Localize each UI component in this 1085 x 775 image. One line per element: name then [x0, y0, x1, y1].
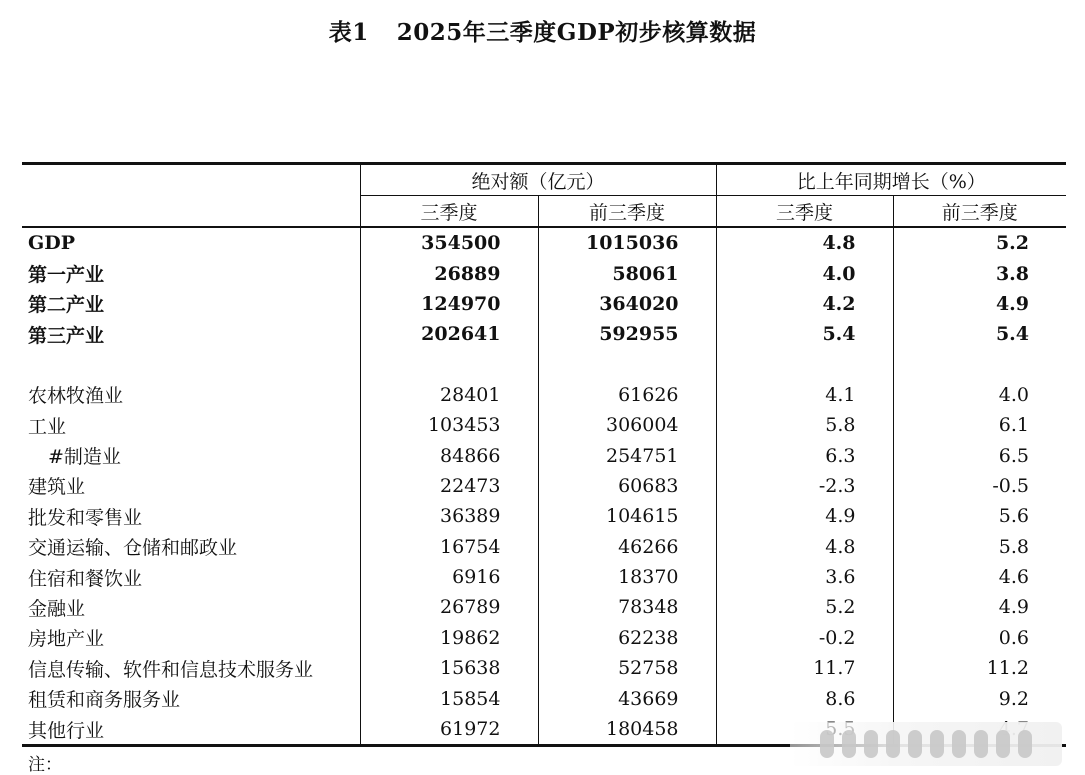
- watermark-bar: [842, 730, 856, 758]
- cell-growth-ytd: 5.4: [995, 323, 1030, 346]
- cell-growth-q3: -2.3: [716, 471, 893, 501]
- row-name: 金融业: [22, 592, 360, 622]
- header-absolute-amount: 绝对额（亿元）: [360, 164, 716, 196]
- cell-growth-q3: 4.2: [716, 289, 893, 319]
- cell-growth-q3: 8.6: [716, 683, 893, 713]
- cell-growth-ytd: 5.6: [998, 505, 1030, 528]
- watermark-overlay: [790, 722, 1062, 766]
- table-number: 表1: [328, 19, 369, 46]
- cell-abs-ytd: 78348: [538, 592, 716, 622]
- row-name: 第一产业: [22, 258, 360, 288]
- cell-abs-q3: 354500: [360, 227, 538, 258]
- cell-abs-ytd: 61626: [538, 380, 716, 410]
- table-row: [22, 319, 1066, 349]
- table-body: [22, 227, 1066, 746]
- cell-abs-ytd: 58061: [538, 258, 716, 288]
- row-name: 第三产业: [22, 319, 360, 349]
- table-row: [22, 532, 1066, 562]
- row-name: 其他行业: [22, 714, 360, 746]
- cell-abs-ytd: 104615: [538, 501, 716, 531]
- cell-abs-q3: 202641: [360, 319, 538, 349]
- cell-abs-q3: 26789: [360, 592, 538, 622]
- cell-abs-q3: 15854: [360, 683, 538, 713]
- cell-abs-q3: 26889: [360, 258, 538, 288]
- row-name: #制造业: [22, 440, 360, 470]
- table-row: [22, 653, 1066, 683]
- cell-growth-q3: 4.0: [716, 258, 893, 288]
- cell-abs-ytd: 62238: [538, 623, 716, 653]
- cell-abs-q3: 15638: [360, 653, 538, 683]
- watermark-bar: [908, 730, 922, 758]
- cell-abs-ytd: 180458: [538, 714, 716, 746]
- cell-abs-ytd: 592955: [538, 319, 716, 349]
- cell-growth-q3: 4.1: [716, 380, 893, 410]
- cell-growth-ytd: 11.2: [986, 657, 1030, 680]
- table-row: [22, 380, 1066, 410]
- watermark-bar: [930, 730, 944, 758]
- cell-abs-q3: 61972: [360, 714, 538, 746]
- table-row: [22, 258, 1066, 288]
- watermark-bar: [864, 730, 878, 758]
- gdp-table: [22, 162, 1066, 747]
- table-row: [22, 623, 1066, 653]
- table-row: [22, 440, 1066, 470]
- cell-growth-ytd: 3.8: [995, 262, 1030, 285]
- spacer-row: [22, 350, 1066, 380]
- cell-growth-q3: 4.9: [716, 501, 893, 531]
- cell-growth-ytd: 4.6: [998, 566, 1030, 589]
- cell-growth-q3: 4.8: [716, 532, 893, 562]
- cell-abs-ytd: 60683: [538, 471, 716, 501]
- cell-abs-q3: 103453: [360, 410, 538, 440]
- cell-abs-q3: 84866: [360, 440, 538, 470]
- row-name: 农林牧渔业: [22, 380, 360, 410]
- cell-abs-ytd: 1015036: [538, 227, 716, 258]
- cell-growth-q3: 4.8: [716, 227, 893, 258]
- row-name: 交通运输、仓储和邮政业: [22, 532, 360, 562]
- cell-growth-q3: 11.7: [716, 653, 893, 683]
- cell-growth-q3: -0.2: [716, 623, 893, 653]
- cell-abs-ytd: 254751: [538, 440, 716, 470]
- cell-abs-q3: 36389: [360, 501, 538, 531]
- row-name: 信息传输、软件和信息技术服务业: [22, 653, 360, 683]
- row-name: GDP: [22, 227, 360, 258]
- table-row: [22, 562, 1066, 592]
- table-header: [22, 164, 1066, 228]
- cell-abs-q3: 22473: [360, 471, 538, 501]
- row-name: 住宿和餐饮业: [22, 562, 360, 592]
- table-row: [22, 683, 1066, 713]
- header-yoy-growth: 比上年同期增长（%）: [716, 164, 1066, 196]
- cell-growth-ytd: 4.0: [998, 383, 1030, 406]
- row-name: 工业: [22, 410, 360, 440]
- header-corner-cell: [22, 164, 360, 228]
- watermark-bar: [1018, 730, 1032, 758]
- footnote-label: 注：: [28, 755, 62, 775]
- cell-abs-q3: 16754: [360, 532, 538, 562]
- cell-growth-ytd: 4.9: [995, 292, 1030, 315]
- watermark-bar: [952, 730, 966, 758]
- cell-abs-ytd: 364020: [538, 289, 716, 319]
- row-name: 第二产业: [22, 289, 360, 319]
- row-name: 租赁和商务服务业: [22, 683, 360, 713]
- cell-growth-q3: 5.8: [716, 410, 893, 440]
- cell-growth-ytd: -0.5: [992, 474, 1030, 497]
- cell-growth-ytd: 5.8: [998, 535, 1030, 558]
- cell-abs-q3: 28401: [360, 380, 538, 410]
- cell-abs-q3: 124970: [360, 289, 538, 319]
- cell-growth-q3: 3.6: [716, 562, 893, 592]
- cell-abs-ytd: 43669: [538, 683, 716, 713]
- cell-growth-ytd: 6.1: [998, 414, 1030, 437]
- table-title-text: 2025年三季度GDP初步核算数据: [396, 19, 757, 46]
- table-row: [22, 410, 1066, 440]
- cell-abs-ytd: 306004: [538, 410, 716, 440]
- table-row: [22, 471, 1066, 501]
- header-abs-q3: 三季度: [360, 196, 538, 228]
- cell-abs-ytd: 46266: [538, 532, 716, 562]
- table-row: [22, 501, 1066, 531]
- watermark-bar: [996, 730, 1010, 758]
- watermark-bar: [886, 730, 900, 758]
- row-name: 房地产业: [22, 623, 360, 653]
- watermark-bar: [820, 730, 834, 758]
- header-row-groups: [22, 164, 1066, 196]
- cell-growth-ytd: 0.6: [998, 626, 1030, 649]
- cell-growth-q3: 5.4: [716, 319, 893, 349]
- cell-abs-q3: 19862: [360, 623, 538, 653]
- watermark-bar: [974, 730, 988, 758]
- header-growth-first-three-quarters: 前三季度: [893, 196, 1066, 228]
- cell-abs-q3: 6916: [360, 562, 538, 592]
- table-row: [22, 592, 1066, 622]
- cell-growth-ytd: 5.2: [995, 232, 1030, 255]
- row-name: 批发和零售业: [22, 501, 360, 531]
- cell-growth-q3: 5.2: [716, 592, 893, 622]
- header-growth-q3: 三季度: [716, 196, 893, 228]
- cell-abs-ytd: 18370: [538, 562, 716, 592]
- cell-growth-ytd: 9.2: [998, 687, 1030, 710]
- cell-abs-ytd: 52758: [538, 653, 716, 683]
- table-row: [22, 227, 1066, 258]
- table-title: [0, 14, 1085, 47]
- table-row: [22, 289, 1066, 319]
- cell-growth-q3: 6.3: [716, 440, 893, 470]
- header-abs-first-three-quarters: 前三季度: [538, 196, 716, 228]
- cell-growth-ytd: 4.9: [998, 596, 1030, 619]
- row-name: 建筑业: [22, 471, 360, 501]
- cell-growth-ytd: 6.5: [998, 444, 1030, 467]
